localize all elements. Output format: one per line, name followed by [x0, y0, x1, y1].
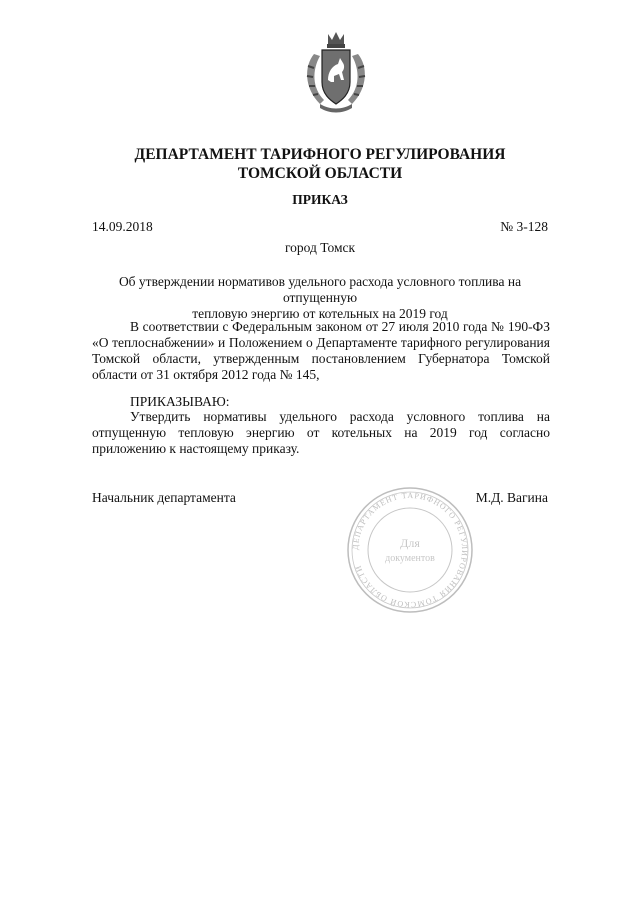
- document-city: город Томск: [284, 240, 356, 255]
- document-number: № 3-128: [500, 219, 548, 234]
- department-title-line2: ТОМСКОЙ ОБЛАСТИ: [237, 165, 403, 182]
- order-paragraph: Утвердить нормативы удельного расхода условного топлива на отпущенную тепловую энергию от котельных на 2019 год согласно приложению к настоящему приказу.: [92, 409, 550, 456]
- seal-center-line1: Для: [400, 536, 420, 550]
- order-word: ПРИКАЗЫВАЮ:: [130, 394, 230, 409]
- signer-name: М.Д. Вагина: [475, 490, 548, 505]
- department-title: [0, 145, 640, 183]
- document-subject: [100, 274, 540, 322]
- subject-line1: Об утверждении нормативов удельного расхода условного топлива на отпущенную: [118, 274, 522, 305]
- svg-text:ДЕПАРТАМЕНТ ТАРИФНОГО РЕГУЛИРО: [351, 491, 469, 609]
- department-title-line1: ДЕПАРТАМЕНТ ТАРИФНОГО РЕГУЛИРОВАНИЯ: [134, 146, 506, 163]
- preamble-paragraph: В соответствии с Федеральным законом от 27 июля 2010 года № 190-ФЗ «О теплоснабжении» и Положением о Департаменте тарифного регулирования Томской области, утвержденным постановлением Губернатора Томской области от 31 октября 2012 года № 145,: [92, 319, 550, 382]
- official-seal: [345, 485, 475, 615]
- document-type: ПРИКАЗ: [292, 192, 348, 207]
- subject-line2: тепловую энергию от котельных на 2019 год: [192, 306, 448, 321]
- seal-ring-text: ДЕПАРТАМЕНТ ТАРИФНОГО РЕГУЛИРОВАНИЯ ТОМСКОЙ ОБЛАСТИ: [350, 490, 470, 610]
- document-date: 14.09.2018: [92, 219, 153, 234]
- signer-title: Начальник департамента: [92, 490, 236, 505]
- coat-of-arms-icon: [300, 30, 372, 116]
- seal-center-line2: документов: [385, 553, 435, 564]
